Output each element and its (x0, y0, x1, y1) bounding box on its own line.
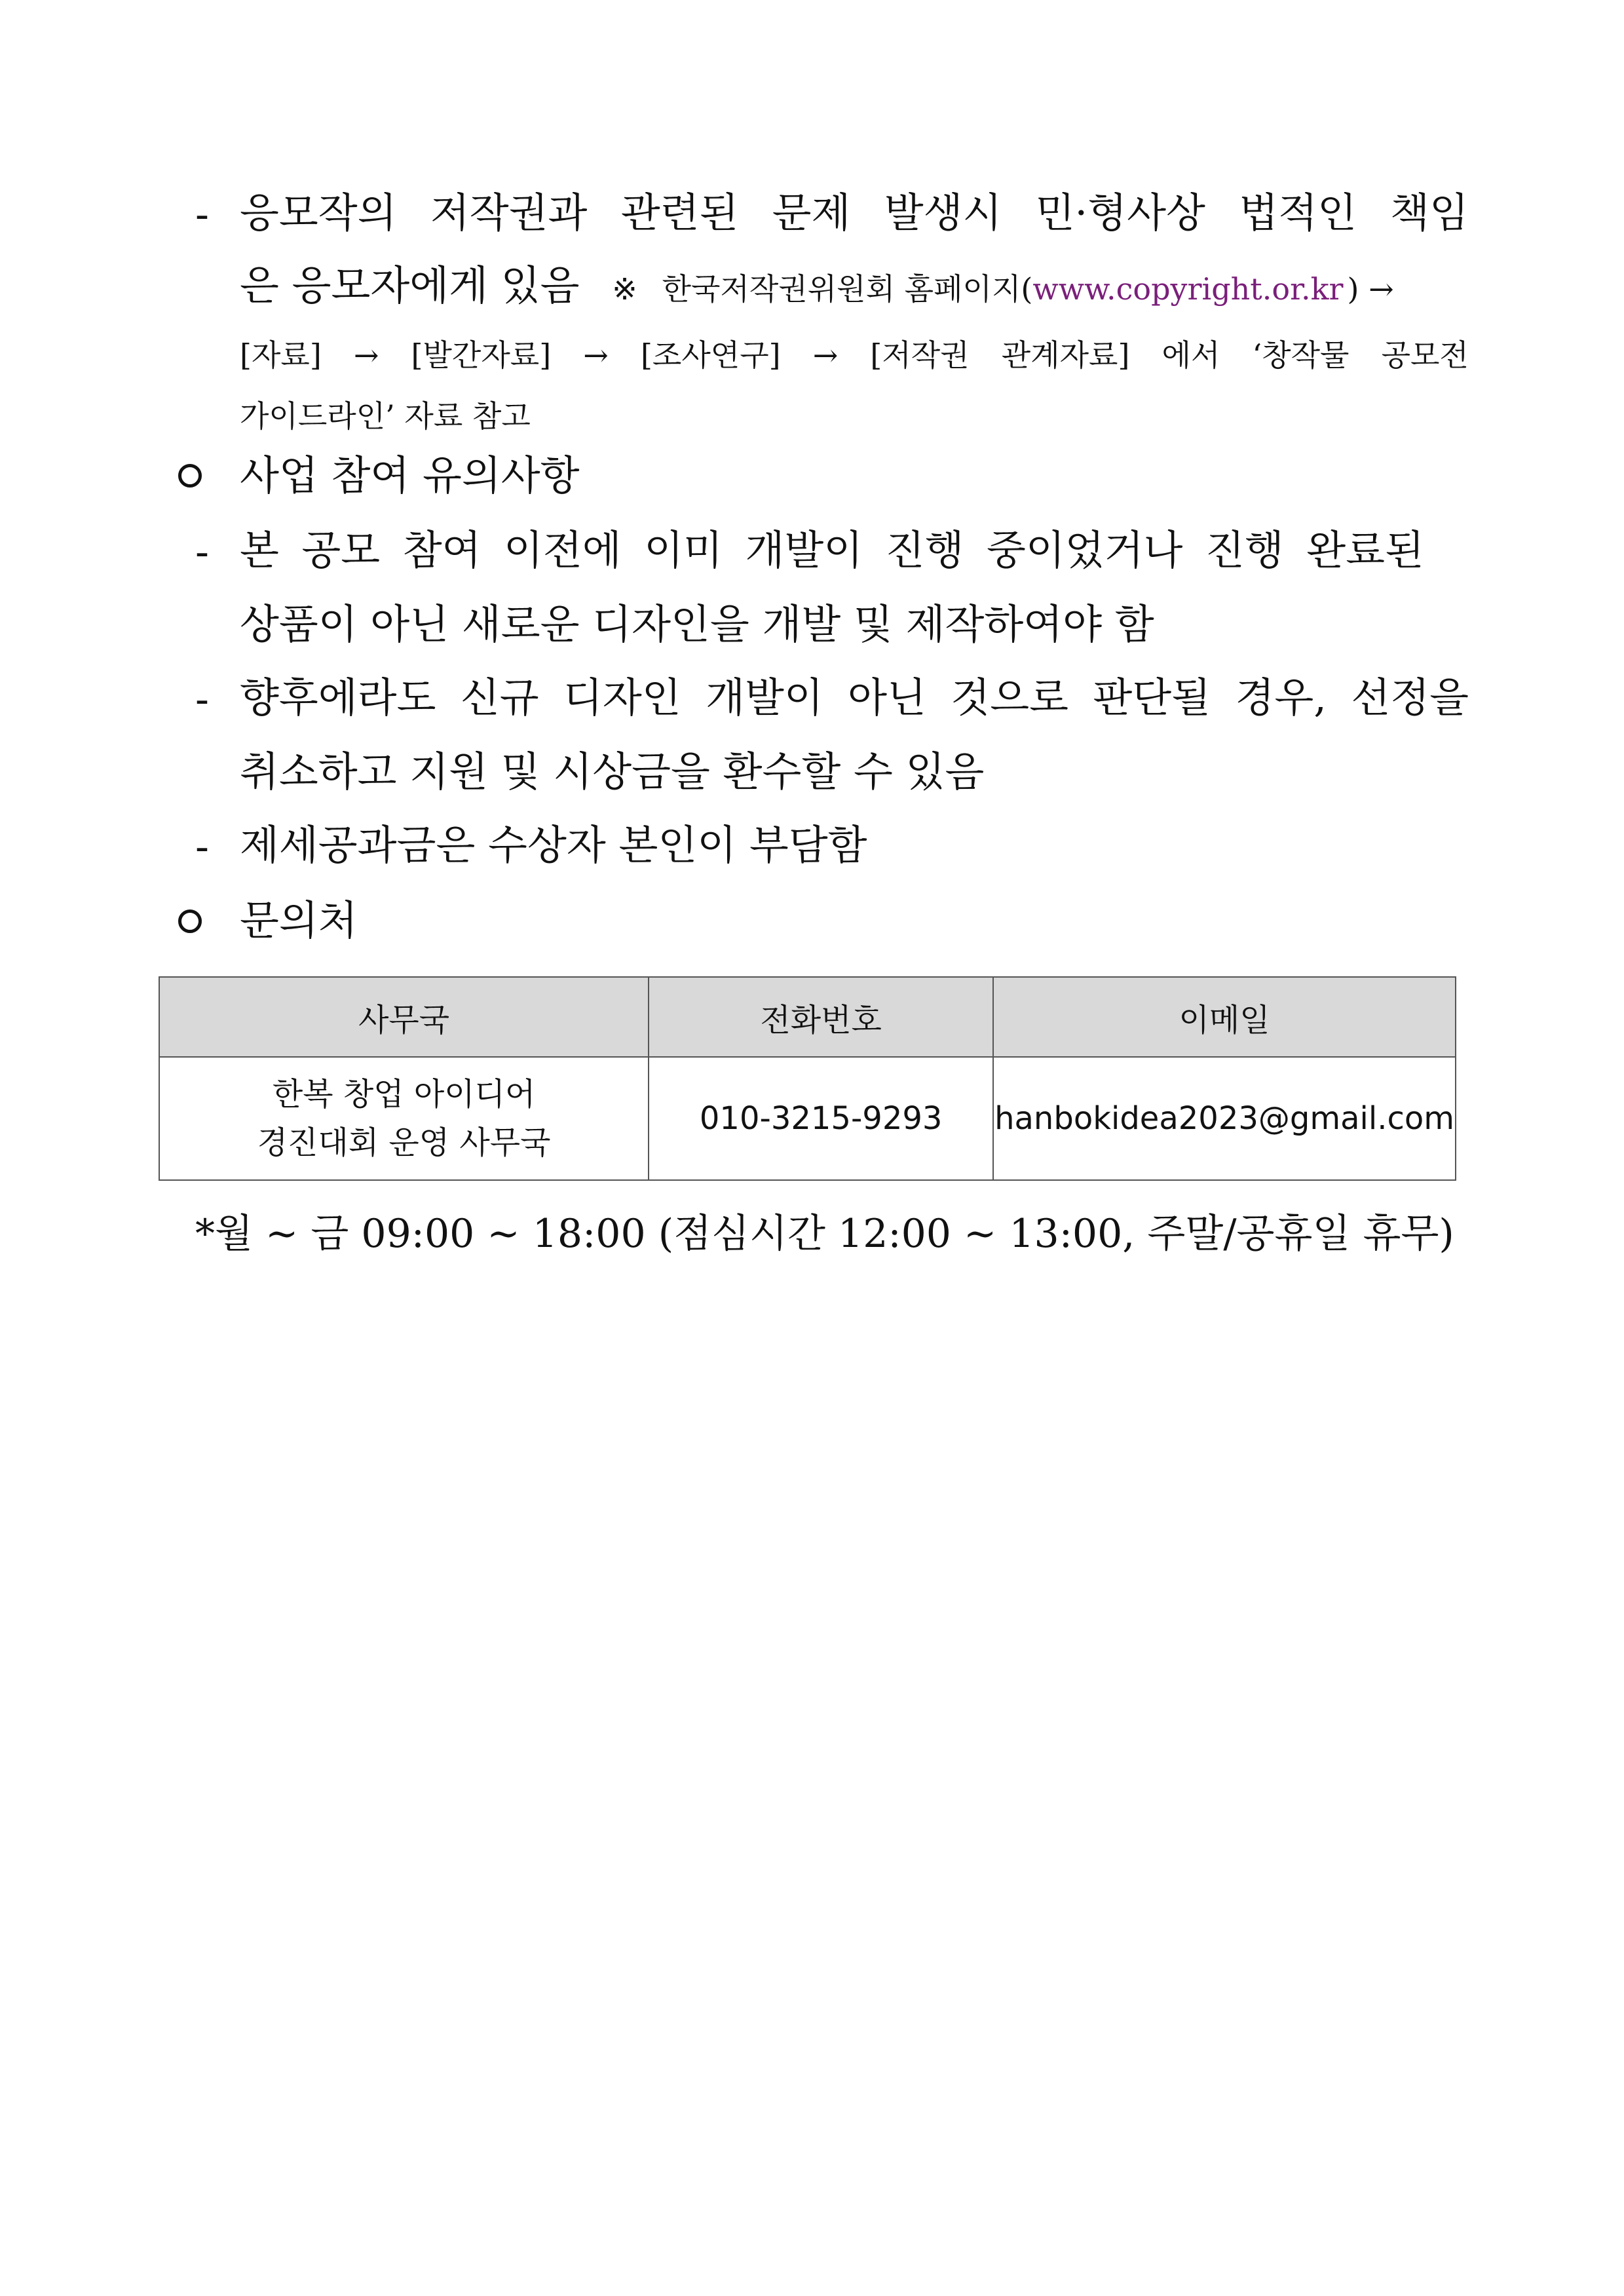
copyright-line-3 (240, 337, 1469, 373)
reference-mark: ※ (612, 271, 637, 307)
copyright-line-4: 가이드라인’ 자료 참고 (240, 398, 531, 434)
word: 이미 (644, 526, 723, 574)
word: 경우, (1235, 674, 1327, 721)
caution-item-2-line-1 (240, 674, 1469, 721)
word: 중이었거나 (986, 526, 1183, 574)
word: 판단될 (1093, 674, 1211, 721)
copyright-line-1 (240, 189, 1469, 237)
word: 참여 (402, 526, 482, 574)
list-dash: - (195, 190, 209, 238)
table-row (159, 1057, 1456, 1180)
cell-phone: 010-3215-9293 (649, 1057, 993, 1180)
word: 완료된 (1306, 526, 1424, 574)
word: [발간자료] (411, 337, 552, 373)
word: 선정을 (1351, 674, 1469, 721)
word: 개발이 (745, 526, 863, 574)
word: [저작권 (870, 337, 970, 373)
word: 신규 (460, 674, 539, 721)
header-email: 이메일 (993, 977, 1456, 1057)
word: 발생시 (884, 189, 1002, 237)
word: 이전에 (504, 526, 622, 574)
word: 에서 (1161, 337, 1220, 373)
word: ‘창작물 (1252, 337, 1350, 373)
word: 문제 (772, 189, 851, 237)
word: 본 (240, 526, 279, 574)
reference-text-end: ) → (1347, 271, 1394, 307)
cell-office (159, 1057, 649, 1180)
word: 법적인 (1239, 189, 1357, 237)
office-hours-note: *월 ~ 금 09:00 ~ 18:00 (점심시간 12:00 ~ 13:00, 주말/공휴일 휴무) (195, 1211, 1454, 1257)
word: 응모작의 (240, 189, 397, 237)
section-bullet-circle (178, 464, 202, 488)
caution-item-1-line-2: 상품이 아닌 새로운 디자인을 개발 및 제작하여야 함 (240, 600, 1154, 648)
word: [조사연구] (640, 337, 781, 373)
copyright-line-2 (240, 261, 1394, 309)
office-line-1: 한복 창업 아이디어 (272, 1075, 536, 1113)
section-bullet-circle (178, 909, 202, 933)
word: 아닌 (848, 674, 926, 721)
word: 공모 (301, 526, 381, 574)
table-header-row (159, 977, 1456, 1057)
office-line-2: 경진대회 운영 사무국 (257, 1124, 551, 1161)
word: → (583, 337, 609, 373)
word: 책임 (1390, 189, 1469, 237)
word: 진행 (885, 526, 964, 574)
word: 민·형사상 (1035, 189, 1205, 237)
word: 향후에라도 (240, 674, 436, 721)
word: → (353, 337, 379, 373)
copyright-text: 은 응모자에게 있음 (240, 261, 580, 309)
list-dash: - (195, 822, 209, 870)
word: 개발이 (706, 674, 823, 721)
caution-item-1-line-1 (240, 526, 1424, 574)
copyright-url-link[interactable]: www.copyright.or.kr (1032, 271, 1344, 307)
caution-item-2-line-2: 취소하고 지원 및 시상금을 환수할 수 있음 (240, 748, 985, 795)
list-dash: - (195, 675, 209, 723)
word: → (812, 337, 839, 373)
caution-item-3-line-1 (240, 821, 867, 869)
word: 공모전 (1381, 337, 1469, 373)
reference-text: 한국저작권위원회 홈페이지( (662, 271, 1033, 307)
word: 제세공과금은 수상자 본인이 부담함 (240, 821, 867, 869)
cell-email[interactable]: hanbokidea2023@gmail.com (993, 1057, 1456, 1180)
word: 관련된 (620, 189, 739, 237)
header-office: 사무국 (159, 977, 649, 1057)
word: [자료] (240, 337, 322, 373)
word: 디자인 (563, 674, 681, 721)
section-title-caution: 사업 참여 유의사항 (240, 451, 580, 499)
word: 진행 (1205, 526, 1284, 574)
word: 관계자료] (1001, 337, 1130, 373)
section-title-contact: 문의처 (240, 896, 358, 944)
word: 저작권과 (430, 189, 588, 237)
header-phone: 전화번호 (649, 977, 993, 1057)
word: 것으로 (951, 674, 1068, 721)
list-dash: - (195, 527, 209, 575)
contact-table (159, 976, 1456, 1181)
